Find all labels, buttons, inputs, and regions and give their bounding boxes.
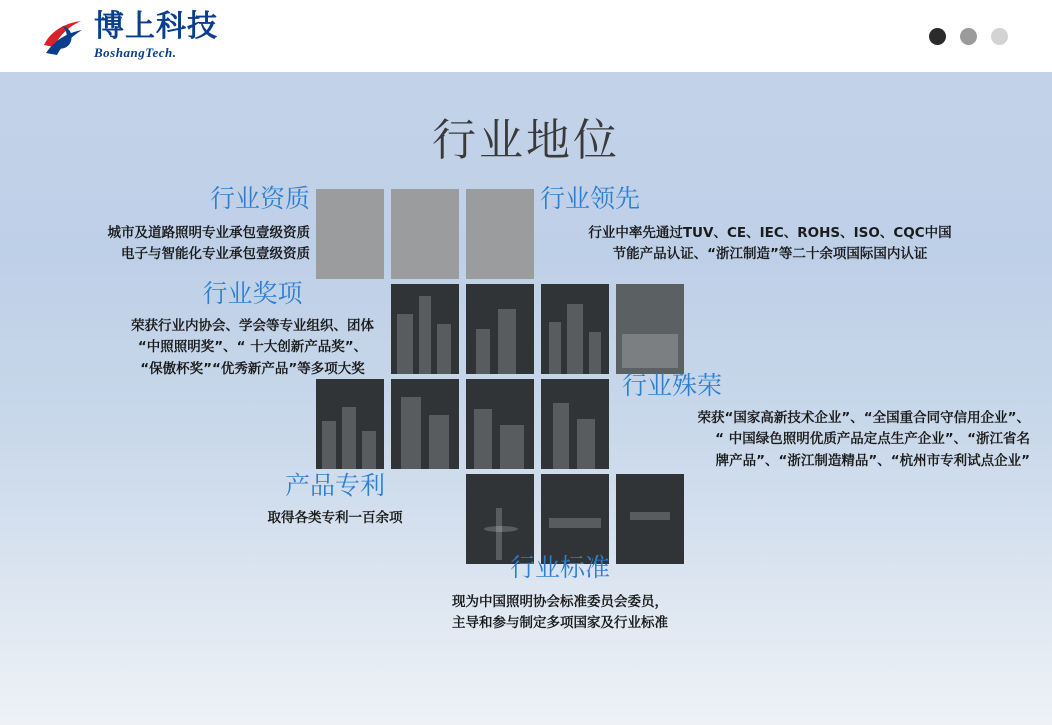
section-standards-line: 现为中国照明协会标准委员会委员， (452, 593, 668, 610)
section-standards-heading: 行业标准 (509, 553, 610, 582)
section-qualification-line: 城市及道路照明专业承包壹级资质 (107, 224, 310, 241)
section-awards-line: 荣获行业内协会、学会等专业组织、团体 (131, 317, 374, 334)
mosaic-tile (541, 379, 609, 469)
section-standards (340, 554, 780, 635)
section-qualification (20, 185, 310, 266)
section-honors-heading: 行业殊荣 (622, 371, 723, 400)
section-leading (540, 185, 1000, 266)
section-awards-line: “中照照明奖”、“ 十大创新产品奖”、 (137, 339, 368, 356)
mosaic-tile (466, 284, 534, 374)
section-leading-heading: 行业领先 (540, 184, 641, 213)
section-patents-heading: 产品专利 (284, 471, 385, 500)
section-leading-line: 节能产品认证、“浙江制造”等二十余项国际国内认证 (612, 246, 928, 263)
slide-body (0, 72, 1052, 725)
mosaic-tile (541, 284, 609, 374)
dot-gray-icon (960, 28, 977, 45)
section-qualification-line: 电子与智能化专业承包壹级资质 (121, 246, 310, 263)
section-awards-line: “保傲杯奖”“优秀新产品”等多项大奖 (140, 361, 365, 378)
company-logo (40, 9, 218, 61)
dot-light-icon (991, 28, 1008, 45)
header-dots (929, 28, 1008, 45)
section-patents-line: 取得各类专利一百余项 (267, 509, 403, 526)
section-qualification-heading: 行业资质 (209, 184, 310, 213)
mosaic-tile (466, 189, 534, 279)
page-title: 行业地位 (432, 115, 620, 166)
section-leading-line: 行业中率先通过TUV、CE、IEC、ROHS、ISO、CQC中国 (588, 224, 952, 241)
logo-mark-icon (40, 14, 86, 60)
section-standards-line: 主导和参与制定多项国家及行业标准 (452, 615, 668, 632)
slide-header (0, 0, 1052, 73)
mosaic-tile (466, 379, 534, 469)
section-honors-line: 荣获“国家高新技术企业”、“全国重合同守信用企业”、 (697, 409, 1030, 426)
mosaic-tile (541, 474, 609, 564)
mosaic-tile (616, 284, 684, 374)
section-honors (600, 372, 1030, 473)
section-honors-line: “ 中国绿色照明优质产品定点生产企业”、“浙江省名 (715, 431, 1030, 448)
mosaic-tile (316, 379, 384, 469)
mosaic-tile (316, 189, 384, 279)
logo-text-en: BoshangTech. (94, 45, 177, 60)
dot-dark-icon (929, 28, 946, 45)
mosaic-tile (466, 474, 534, 564)
section-awards (90, 280, 415, 381)
mosaic-tile (391, 189, 459, 279)
section-patents (200, 472, 470, 529)
mosaic-tile (391, 379, 459, 469)
logo-text-cn: 博上科技 (94, 9, 218, 44)
mosaic-tile (616, 474, 684, 564)
section-honors-line: 牌产品”、“浙江制造精品”、“杭州市专利试点企业” (715, 453, 1030, 470)
section-awards-heading: 行业奖项 (202, 279, 303, 308)
